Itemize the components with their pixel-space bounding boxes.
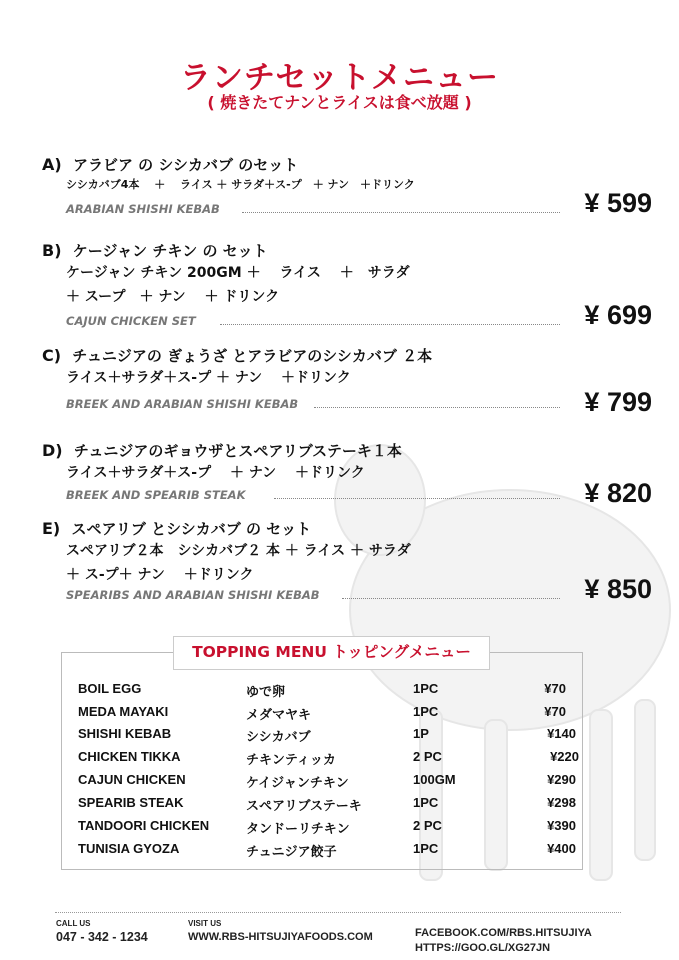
leader-dots xyxy=(274,498,560,499)
set-code: B) xyxy=(42,241,62,260)
topping-price: ¥390 xyxy=(547,818,576,833)
set-english-name: BREEK AND ARABIAN SHISHI KEBAB xyxy=(66,397,299,411)
set-english-name: CAJUN CHICKEN SET xyxy=(66,314,196,328)
topping-jp: ケイジャンチキン xyxy=(246,776,349,791)
topping-jp: チュニジア餃子 xyxy=(246,845,337,860)
topping-qty: 1PC xyxy=(413,841,439,856)
topping-price: ¥70 xyxy=(544,704,566,719)
table-row xyxy=(78,795,578,817)
set-name: チュニジアのギョウザとスペアリブステーキ１本 xyxy=(73,442,402,460)
set-contents: スペアリブ２本 シシカバブ２ 本 ＋ ライス ＋ サラダ xyxy=(66,543,411,559)
set-d xyxy=(42,440,652,510)
topping-en: CHICKEN TIKKA xyxy=(78,749,181,764)
set-a xyxy=(42,154,652,224)
set-c xyxy=(42,345,652,425)
topping-jp: タンドーリチキン xyxy=(246,822,350,837)
topping-price: ¥400 xyxy=(547,841,576,856)
set-price: ¥ 820 xyxy=(584,478,652,508)
set-english-name: BREEK AND SPEARIB STEAK xyxy=(66,488,246,502)
topping-jp: メダマヤキ xyxy=(246,708,312,723)
topping-en: TUNISIA GYOZA xyxy=(78,841,180,856)
topping-jp: ゆで卵 xyxy=(246,685,286,700)
topping-qty: 2 PC xyxy=(413,818,442,833)
set-contents: ＋ ス-プ＋ ナン ＋ドリンク xyxy=(66,567,254,583)
topping-en: CAJUN CHICKEN xyxy=(78,772,186,787)
set-code: E) xyxy=(42,519,61,538)
call-label: CALL US xyxy=(56,919,91,928)
table-row xyxy=(78,704,578,726)
page-subtitle: ( 焼きたてナンとライスは食べ放題 ) xyxy=(207,93,472,112)
topping-en: MEDA MAYAKI xyxy=(78,704,169,719)
topping-jp: スペアリブステーキ xyxy=(246,799,362,814)
topping-qty: 1P xyxy=(413,726,429,741)
topping-price: ¥298 xyxy=(547,795,576,810)
leader-dots xyxy=(342,598,560,599)
topping-qty: 2 PC xyxy=(413,749,442,764)
set-name: スペアリブ とシシカバブ の セット xyxy=(71,520,312,538)
topping-en: SHISHI KEBAB xyxy=(78,726,172,741)
phone-number[interactable]: 047 - 342 - 1234 xyxy=(56,930,148,944)
topping-price: ¥220 xyxy=(550,749,579,764)
visit-label: VISIT US xyxy=(188,919,222,928)
set-contents: ＋ スープ ＋ ナン ＋ ドリンク xyxy=(66,289,280,305)
set-name: ケージャン チキン の セット xyxy=(72,242,268,260)
set-name: チュニジアの ぎょうざ とアラビアのシシカバブ ２本 xyxy=(72,347,433,365)
set-b xyxy=(42,240,652,335)
topping-qty: 1PC xyxy=(413,681,439,696)
leader-dots xyxy=(242,212,560,213)
topping-jp: シシカバブ xyxy=(246,730,311,745)
set-price: ¥ 799 xyxy=(584,387,652,417)
set-contents: ケージャン チキン 200GM ＋ ライス ＋ サラダ xyxy=(66,265,410,281)
set-english-name: ARABIAN SHISHI KEBAB xyxy=(66,202,220,216)
topping-en: BOIL EGG xyxy=(78,681,142,696)
set-price: ¥ 599 xyxy=(584,188,652,218)
set-contents: ライス＋サラダ＋ス-プ ＋ ナン ＋ドリンク xyxy=(66,370,351,386)
topping-qty: 1PC xyxy=(413,704,439,719)
page-title: ランチセットメニュー xyxy=(179,60,500,96)
topping-price: ¥140 xyxy=(547,726,576,741)
table-row xyxy=(78,841,578,863)
table-row xyxy=(78,726,578,748)
set-price: ¥ 850 xyxy=(584,574,652,604)
set-code: C) xyxy=(42,346,62,365)
topping-jp: チキンティッカ xyxy=(246,753,336,768)
table-row xyxy=(78,772,578,794)
set-code: A) xyxy=(42,155,62,174)
set-e xyxy=(42,518,652,610)
topping-qty: 100GM xyxy=(413,772,456,787)
table-row xyxy=(78,818,578,840)
set-contents: シシカバブ4本 ＋ ライス ＋ サラダ＋ス-プ ＋ ナン ＋ドリンク xyxy=(66,178,415,191)
set-english-name: SPEARIBS AND ARABIAN SHISHI KEBAB xyxy=(66,588,320,602)
leader-dots xyxy=(314,407,560,408)
topping-title: TOPPING MENU トッピングメニュー xyxy=(173,636,490,670)
table-row xyxy=(78,681,578,703)
topping-qty: 1PC xyxy=(413,795,439,810)
set-price: ¥ 699 xyxy=(584,300,652,330)
facebook-link[interactable]: FACEBOOK.COM/RBS.HITSUJIYA xyxy=(415,927,592,939)
topping-en: TANDOORI CHICKEN xyxy=(78,818,210,833)
topping-price: ¥70 xyxy=(544,681,566,696)
set-name: アラビア の シシカバブ のセット xyxy=(72,156,299,174)
website-link[interactable]: WWW.RBS-HITSUJIYAFOODS.COM xyxy=(188,931,373,943)
set-code: D) xyxy=(42,441,63,460)
table-row xyxy=(78,749,578,771)
leader-dots xyxy=(220,324,560,325)
topping-en: SPEARIB STEAK xyxy=(78,795,184,810)
topping-price: ¥290 xyxy=(547,772,576,787)
short-url-link[interactable]: HTTPS://GOO.GL/XG27JN xyxy=(415,942,551,954)
footer-divider xyxy=(55,912,621,913)
set-contents: ライス＋サラダ＋ス-プ ＋ ナン ＋ドリンク xyxy=(66,465,365,481)
